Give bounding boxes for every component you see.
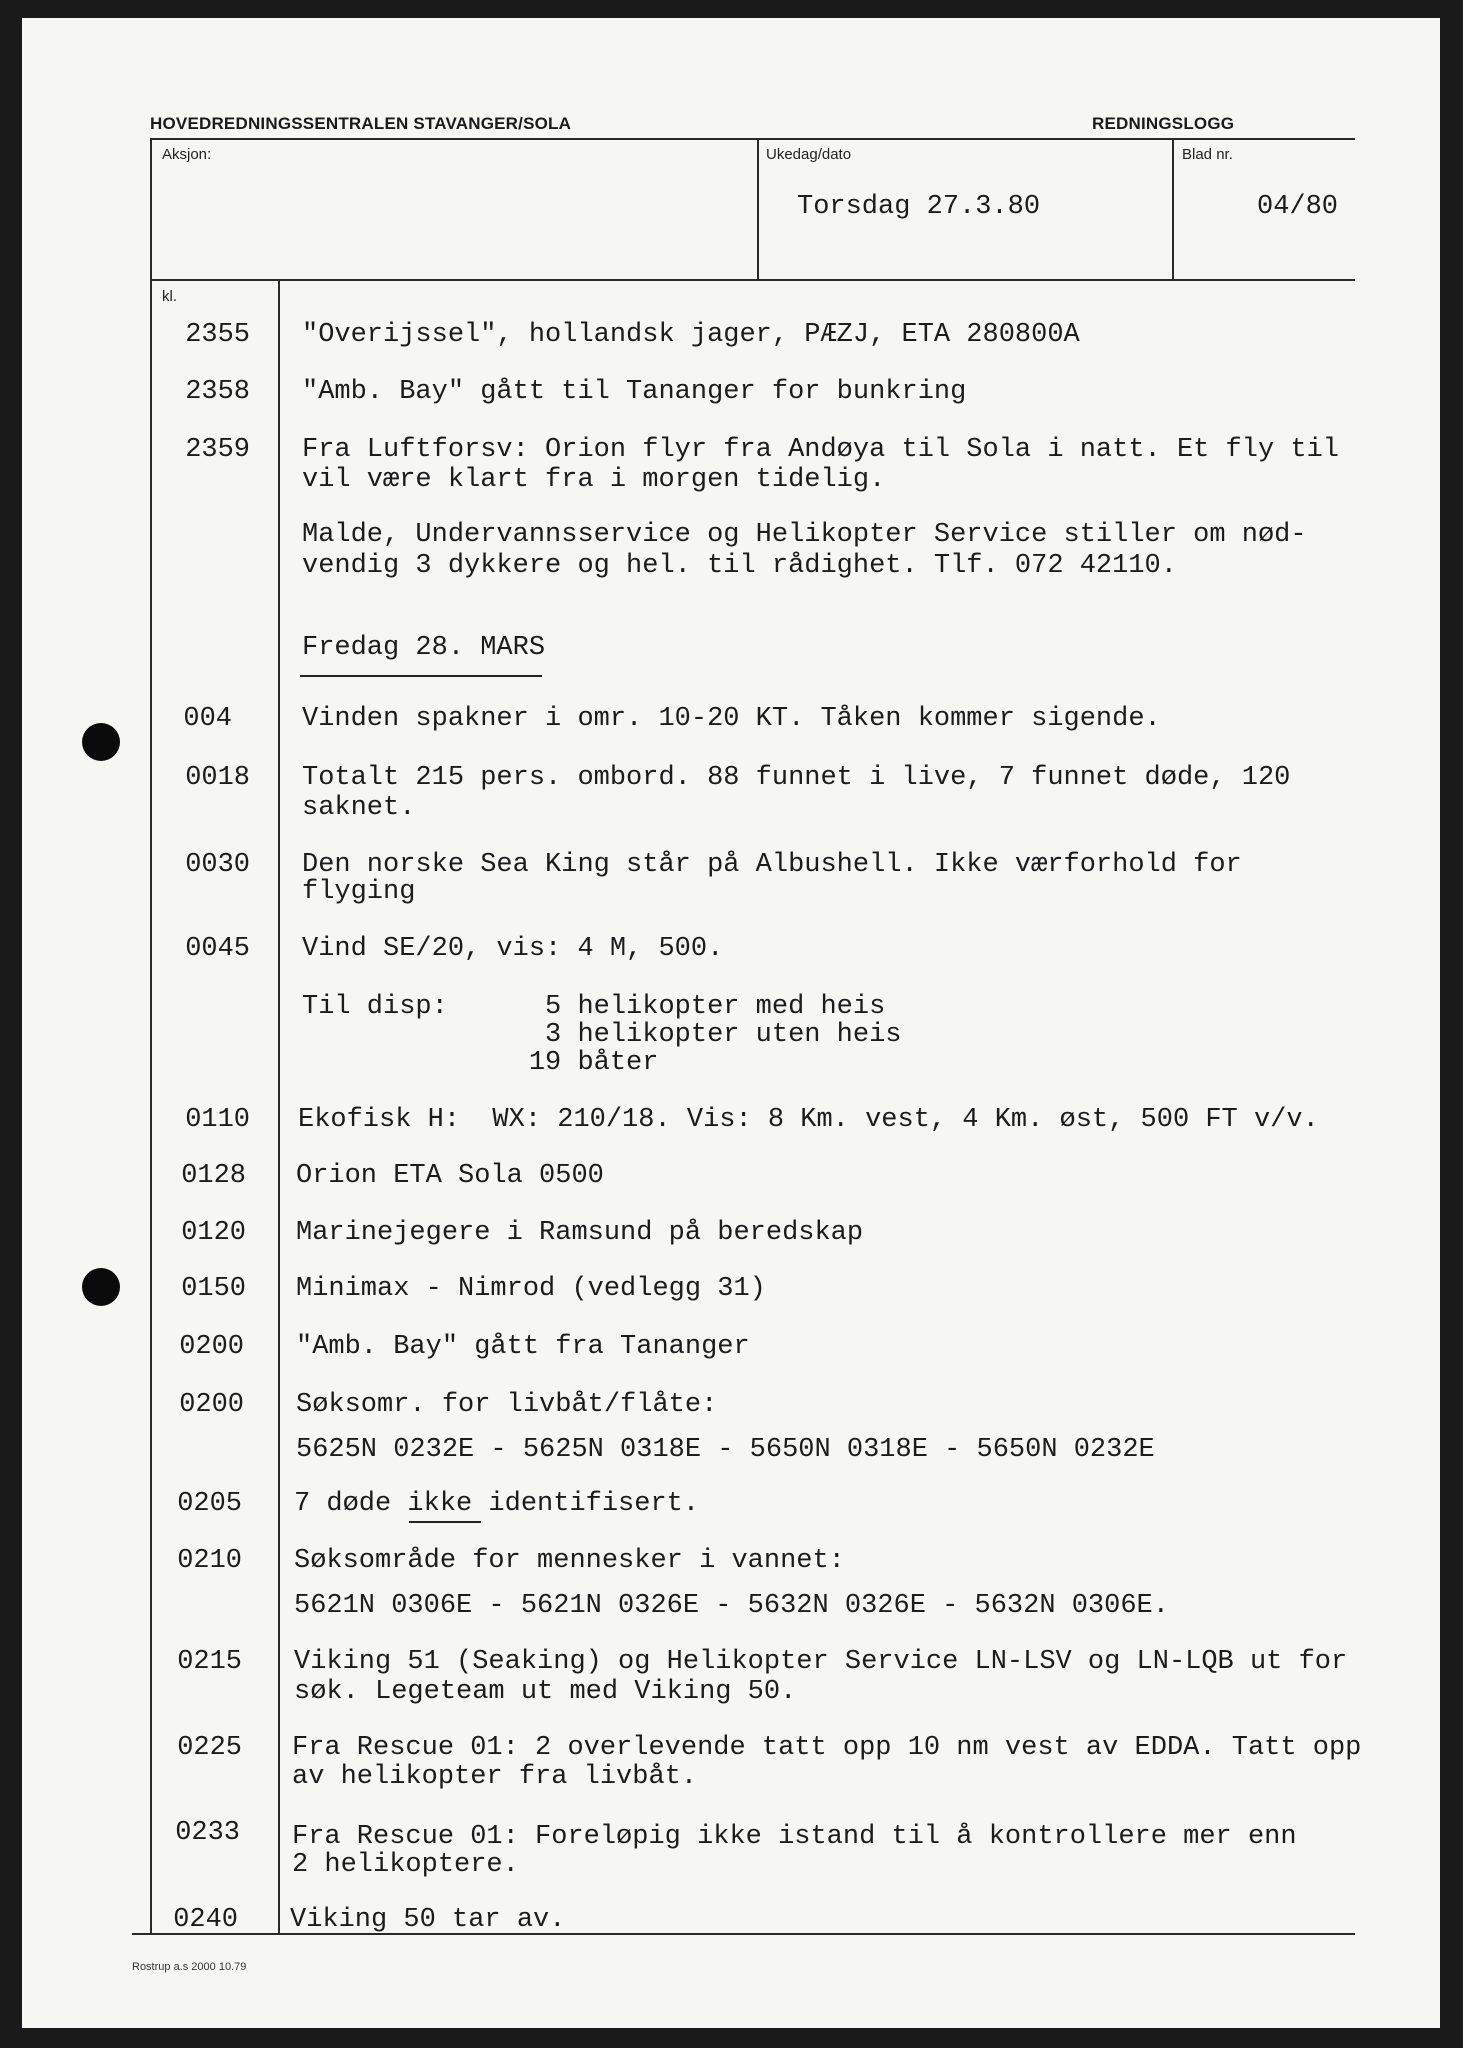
- entry-time: 0150: [181, 1274, 246, 1304]
- form-top-rule: [150, 138, 1355, 140]
- aksjon-label: Aksjon:: [162, 146, 212, 163]
- entry-text: Fra Luftforsv: Orion flyr fra Andøya til Sola i natt. Et fly til: [302, 435, 1339, 465]
- entry-text: Viking 51 (Seaking) og Helikopter Service LN-LSV og LN-LQB ut for: [294, 1647, 1348, 1677]
- entry-text: Viking 50 tar av.: [290, 1905, 566, 1935]
- entry-time: 0215: [177, 1647, 242, 1677]
- entry-text: Fra Rescue 01: 2 overlevende tatt opp 10 nm vest av EDDA. Tatt opp: [292, 1733, 1362, 1763]
- entry-text: "Amb. Bay" gått fra Tananger: [296, 1332, 750, 1362]
- entry-time: 0225: [177, 1733, 242, 1763]
- entry-text: Fra Rescue 01: Foreløpig ikke istand til å kontrollere mer enn: [292, 1822, 1297, 1852]
- entry-text: 2 helikoptere.: [292, 1850, 519, 1880]
- entry-text: Til disp: 5 helikopter med heis: [302, 992, 886, 1022]
- form-date-divider: [757, 138, 759, 279]
- form-header-bottom-rule: [150, 279, 1355, 281]
- entry-time: 0210: [177, 1546, 242, 1576]
- entry-text: Søksområde for mennesker i vannet:: [294, 1546, 845, 1576]
- entry-time: 2355: [185, 320, 250, 350]
- org-header: HOVEDREDNINGSSENTRALEN STAVANGER/SOLA: [150, 114, 572, 133]
- day-heading: Fredag 28. MARS: [302, 633, 546, 663]
- entry-time: 0200: [179, 1332, 244, 1362]
- entry-time: 0233: [175, 1818, 240, 1848]
- printer-imprint: Rostrup a.s 2000 10.79: [132, 1961, 247, 1973]
- emphasis-underline: [409, 1521, 481, 1523]
- punch-hole-bottom: [82, 1268, 120, 1306]
- entry-text: 7 døde ikke identifisert.: [294, 1489, 700, 1519]
- entry-time: 0200: [179, 1390, 244, 1420]
- entry-text: Marinejegere i Ramsund på beredskap: [296, 1218, 864, 1248]
- entry-text: av helikopter fra livbåt.: [292, 1762, 698, 1792]
- date-value: Torsdag 27.3.80: [797, 192, 1041, 222]
- entry-time: 004: [183, 704, 232, 734]
- doc-type-header: REDNINGSLOGG: [1092, 114, 1235, 133]
- entry-text: søk. Legeteam ut med Viking 50.: [294, 1677, 797, 1707]
- entry-time: 0128: [181, 1161, 246, 1191]
- entry-text: Malde, Undervannsservice og Helikopter Service stiller om nød-: [302, 520, 1307, 550]
- entry-time: 0120: [181, 1218, 246, 1248]
- entry-time: 0110: [185, 1105, 250, 1135]
- entry-text: vendig 3 dykkere og hel. til rådighet. Tlf. 072 42110.: [302, 551, 1177, 581]
- entry-time: 2359: [185, 435, 250, 465]
- entry-time: 2358: [185, 377, 250, 407]
- entry-time: 0240: [173, 1905, 238, 1935]
- entry-text: 19 båter: [302, 1048, 659, 1078]
- entry-text: Søksomr. for livbåt/flåte:: [296, 1390, 718, 1420]
- entry-text: Totalt 215 pers. ombord. 88 funnet i live, 7 funnet døde, 120: [302, 763, 1291, 793]
- entry-text: saknet.: [302, 793, 416, 823]
- entry-text: Ekofisk H: WX: 210/18. Vis: 8 Km. vest, 4 Km. øst, 500 FT v/v.: [298, 1105, 1319, 1135]
- entry-time: 0018: [185, 763, 250, 793]
- entry-time: 0045: [185, 934, 250, 964]
- entry-time: 0030: [185, 850, 250, 880]
- entry-text: Den norske Sea King står på Albushell. Ikke værforhold for: [302, 850, 1242, 880]
- entry-text: Orion ETA Sola 0500: [296, 1161, 604, 1191]
- blad-value: 04/80: [1257, 192, 1339, 222]
- entry-text: flyging: [302, 877, 416, 907]
- entry-text: Minimax - Nimrod (vedlegg 31): [296, 1274, 766, 1304]
- day-heading-underline: [300, 675, 542, 677]
- kl-label: kl.: [162, 288, 177, 305]
- form-blad-divider: [1172, 138, 1174, 279]
- date-label: Ukedag/dato: [766, 146, 852, 163]
- entry-text: Vinden spakner i omr. 10-20 KT. Tåken kommer sigende.: [302, 704, 1161, 734]
- entry-text: Vind SE/20, vis: 4 M, 500.: [302, 934, 724, 964]
- punch-hole-top: [82, 723, 120, 761]
- entry-text: 5621N 0306E - 5621N 0326E - 5632N 0326E - 5632N 0306E.: [294, 1591, 1169, 1621]
- entry-text: vil være klart fra i morgen tidelig.: [302, 465, 886, 495]
- entry-text: 3 helikopter uten heis: [302, 1020, 902, 1050]
- blad-label: Blad nr.: [1182, 146, 1233, 163]
- form-time-column-rule: [278, 279, 280, 1935]
- entry-text: "Amb. Bay" gått til Tananger for bunkring: [302, 377, 967, 407]
- entry-time: 0205: [177, 1489, 242, 1519]
- entry-text: 5625N 0232E - 5625N 0318E - 5650N 0318E - 5650N 0232E: [296, 1435, 1155, 1465]
- entry-text: "Overijssel", hollandsk jager, PÆZJ, ETA 280800A: [302, 320, 1080, 350]
